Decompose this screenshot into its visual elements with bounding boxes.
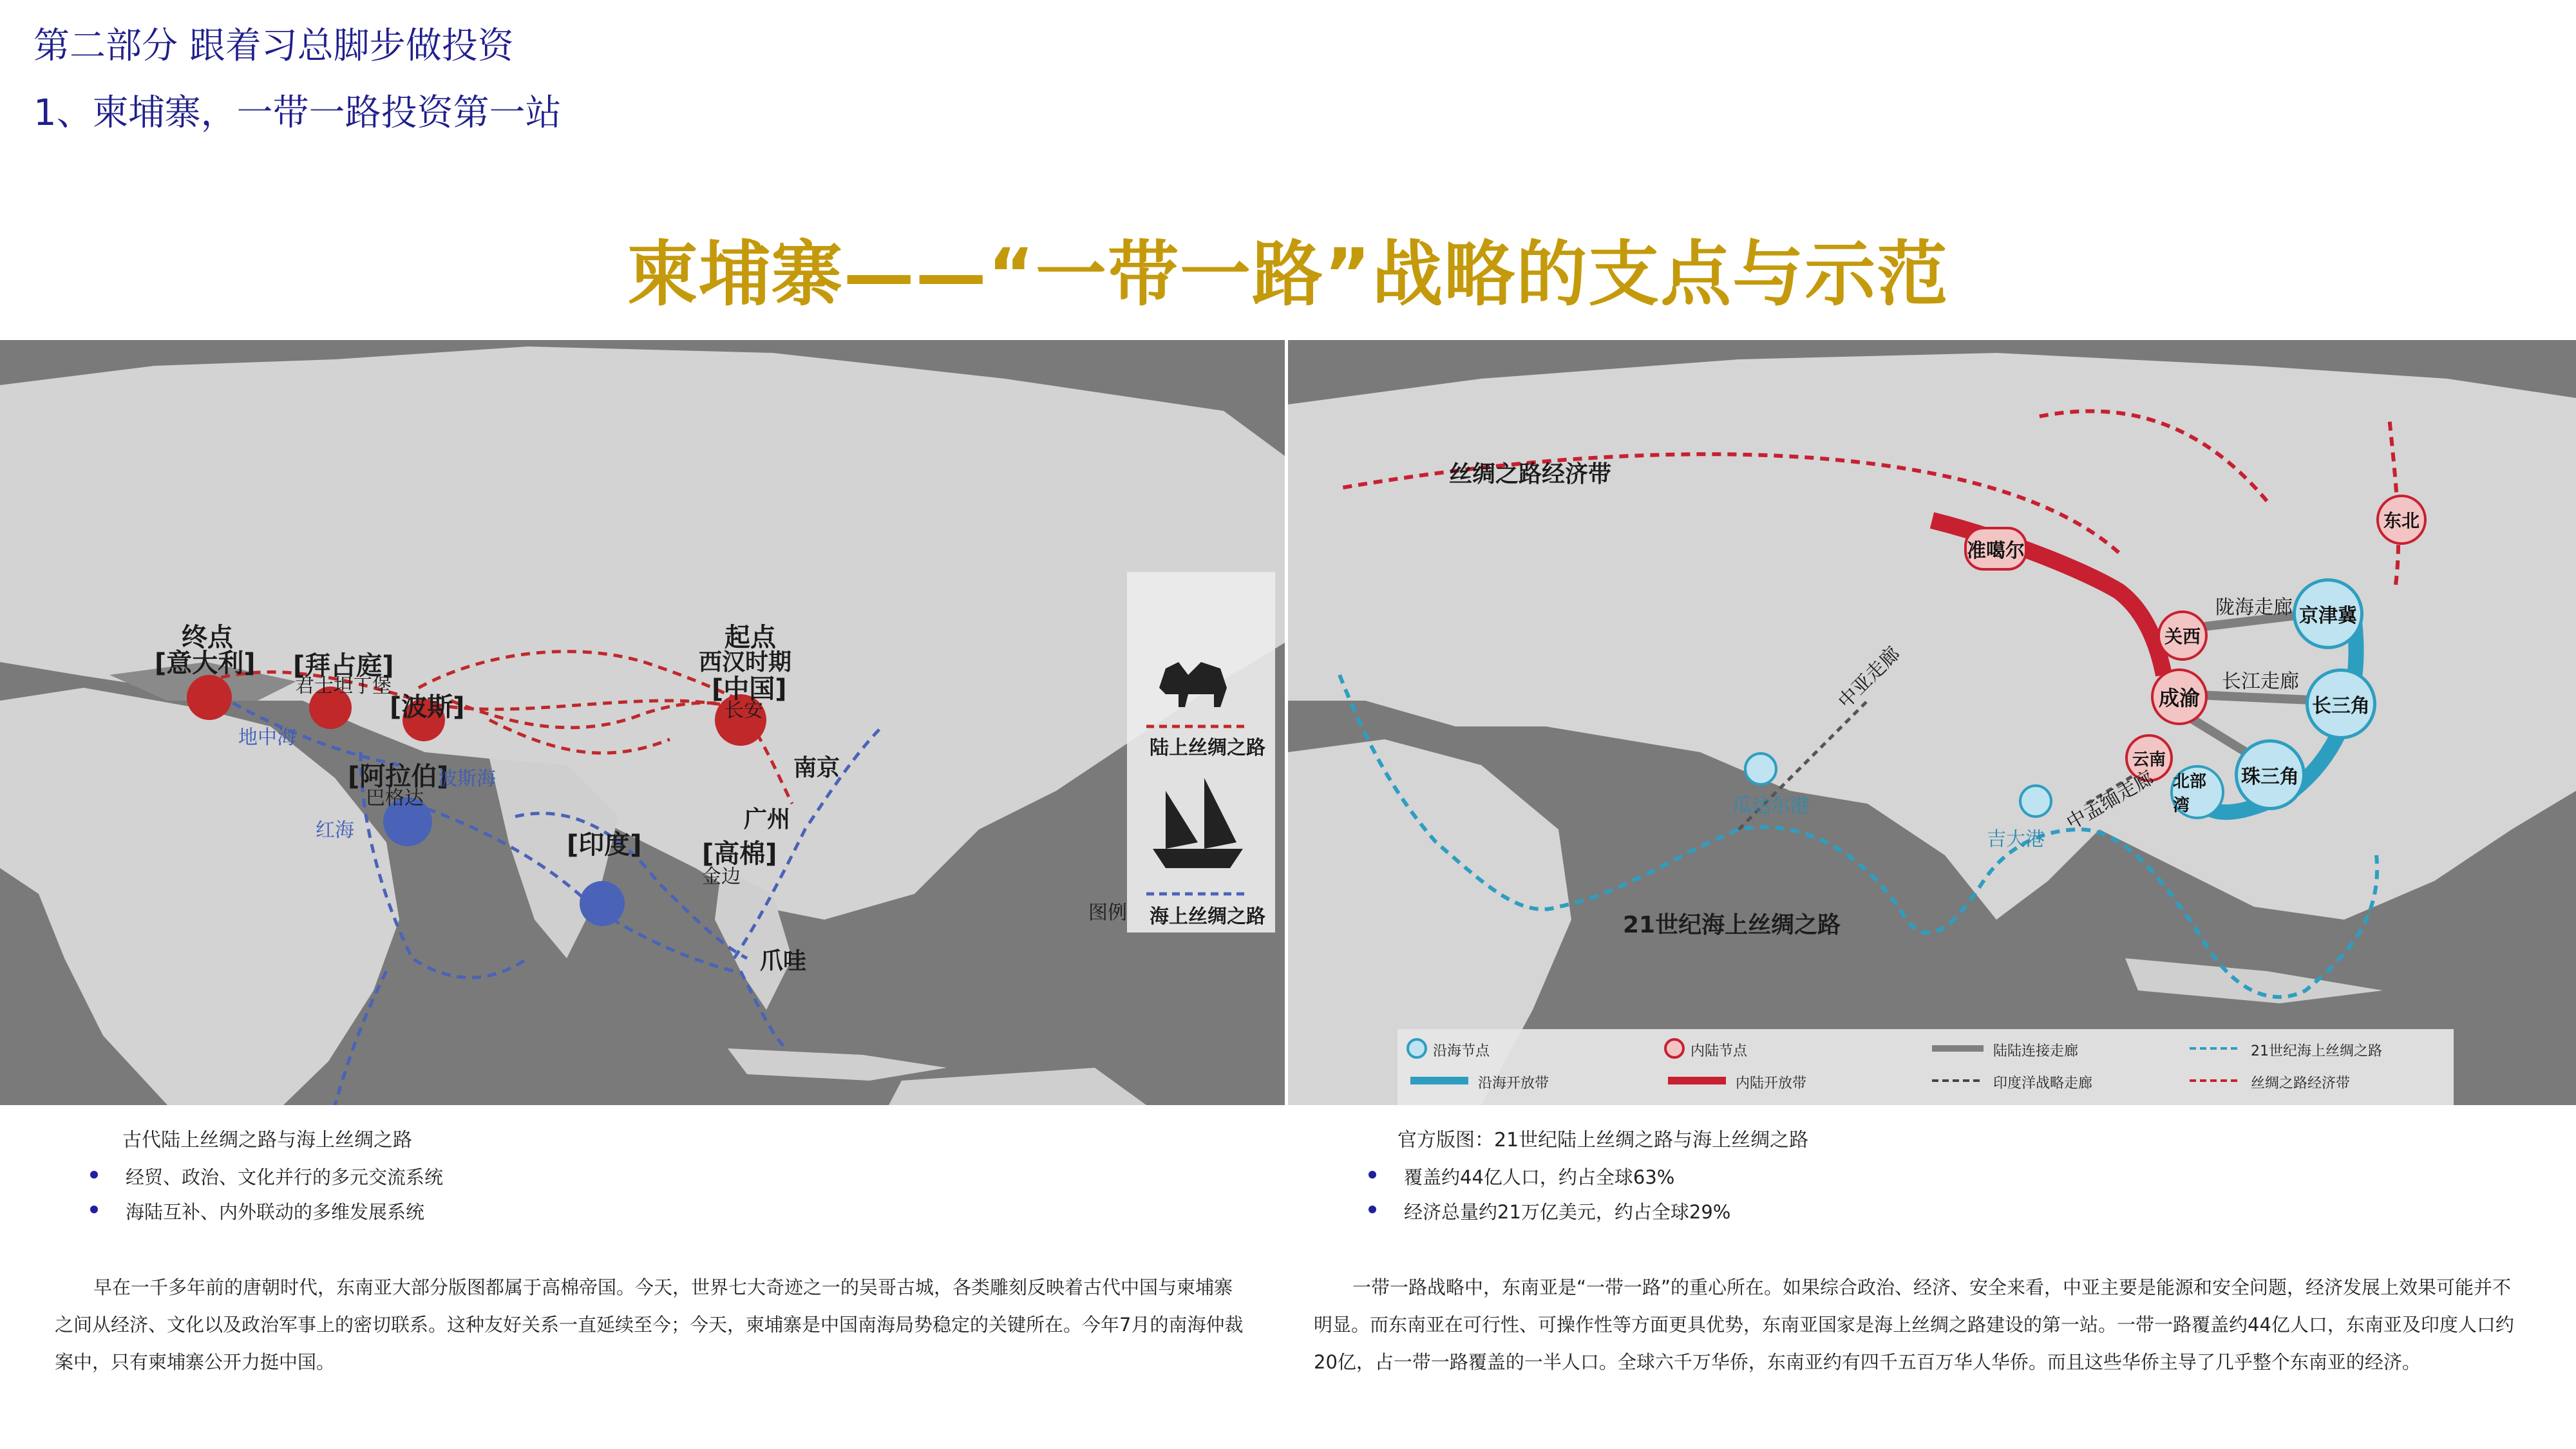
persia-label: [波斯] xyxy=(390,692,465,722)
sea-route-legend-label: 海上丝绸之路 xyxy=(1150,905,1265,928)
china-label: [中国] xyxy=(712,674,787,704)
guangzhou-label: 广州 xyxy=(744,806,791,833)
persian-gulf-label: 波斯海 xyxy=(438,768,496,790)
zhusanjiao-node: 珠三角 xyxy=(2235,739,2306,810)
changan-label: 长安 xyxy=(724,699,763,722)
left-caption-title: 古代陆上丝绸之路与海上丝绸之路 xyxy=(122,1129,412,1151)
chengyu-node: 成渝 xyxy=(2151,668,2208,725)
italy-node xyxy=(187,675,232,720)
kyaukphyu-label: 吉大港 xyxy=(1987,828,2045,851)
arabia-label: [阿拉伯] xyxy=(348,762,449,791)
left-bullet-2: 海陆互补、内外联动的多维发展系统 xyxy=(126,1201,425,1223)
subsection-heading: 1、柬埔寨，一带一路投资第一站 xyxy=(33,92,562,134)
changsanjiao-node: 长三角 xyxy=(2306,668,2376,739)
land-route-legend-label: 陆上丝绸之路 xyxy=(1150,737,1265,759)
legend-coastal-belt: 沿海开放带 xyxy=(1478,1075,1549,1092)
changjiang-label: 长江走廊 xyxy=(2222,670,2299,693)
legend-indian-ocean-corridor: 印度洋战略走廊 xyxy=(1993,1075,2093,1092)
left-bullet-1: 经贸、政治、文化并行的多元交流系统 xyxy=(126,1166,444,1188)
constantinople-label: 君士坦丁堡 xyxy=(295,675,392,697)
right-bullet-2: 经济总量约21万亿美元，约占全球29% xyxy=(1404,1201,1731,1223)
ancient-map-graphic xyxy=(0,340,1285,1105)
legend-inland-belt: 内陆开放带 xyxy=(1736,1075,1807,1092)
right-bullet-1: 覆盖约44亿人口，约占全球63% xyxy=(1404,1166,1675,1188)
slide-title: 柬埔寨——“一带一路”战略的支点与示范 xyxy=(627,233,1949,316)
bullet-dot xyxy=(90,1171,98,1179)
bullet-dot xyxy=(90,1206,98,1213)
section-heading: 第二部分 跟着习总脚步做投资 xyxy=(33,25,514,67)
byzantium-label: [拜占庭] xyxy=(293,651,394,681)
legend-coastal-node: 沿海节点 xyxy=(1433,1043,1490,1059)
nanjing-label: 南京 xyxy=(793,755,840,781)
northeast-node: 东北 xyxy=(2376,495,2427,545)
bullet-dot xyxy=(1368,1206,1376,1213)
yunnan-node: 云南 xyxy=(2125,734,2173,782)
zhongya-label: 中亚走廊 xyxy=(1833,642,1905,714)
right-paragraph: 一带一路战略中，东南亚是“一带一路”的重心所在。如果综合政治、经济、安全来看，中亚主要是能源和安全问题，经济发展上效果可能并不明显。而东南亚在可行性、可操作性等方面更具优势，东南亚国家是海上丝绸之路建设的第一站。一带一路覆盖约44亿人口，东南亚及印度人口约20亿，占一带一路覆盖的一半人口。全球六千万华侨，东南亚约有四千五百万华人华侨。而且这些华侨主导了几乎整个东南亚的经济。 xyxy=(1314,1276,2514,1373)
belt-road-map-graphic xyxy=(1288,340,2576,1105)
beibuwan-node: 北部湾 xyxy=(2170,765,2224,819)
mediterranean-label: 地中海 xyxy=(238,726,296,749)
java-label: 爪哇 xyxy=(760,948,807,974)
india-label: [印度] xyxy=(567,830,642,860)
india-sea-node xyxy=(580,881,625,926)
legend-title-label: 图例 xyxy=(1088,902,1127,924)
endpoint-label: 终点 xyxy=(182,623,233,652)
bullet-dot xyxy=(1368,1171,1376,1179)
legend-inland-node: 内陆节点 xyxy=(1690,1043,1748,1059)
australia-landmass xyxy=(889,1068,1146,1105)
italy-label: [意大利] xyxy=(155,649,256,678)
maritime-route-label: 21世纪海上丝绸之路 xyxy=(1623,912,1841,938)
indonesia-landmass xyxy=(2125,958,2383,1003)
junggar-node: 准噶尔 xyxy=(1964,527,2027,571)
origin-label: 起点 xyxy=(724,623,776,652)
left-paragraph: 早在一千多年前的唐朝时代，东南亚大部分版图都属于高棉帝国。今天，世界七大奇迹之一的吴哥古城，各类雕刻反映着古代中国与柬埔寨之间从经济、文化以及政治军事上的密切联系。这种友好关系一直延续至今；今天，柬埔寨是中国南海局势稳定的关键所在。今年7月的南海仲裁案中，只有柬埔寨公开力挺中国。 xyxy=(55,1276,1244,1373)
jinbian-label: 金边 xyxy=(702,866,741,888)
guanxi-node: 关西 xyxy=(2157,611,2208,661)
legend-silk-belt: 丝绸之路经济带 xyxy=(2251,1075,2351,1092)
belt-road-map xyxy=(1288,340,2576,1105)
silk-belt-label: 丝绸之路经济带 xyxy=(1449,461,1612,488)
gwadar-node xyxy=(1744,752,1777,786)
legend-land-corridor: 陆陆连接走廊 xyxy=(1993,1043,2079,1059)
red-sea-label: 红海 xyxy=(316,819,354,842)
western-han-label: 西汉时期 xyxy=(699,649,792,676)
jingjinji-node: 京津冀 xyxy=(2293,578,2363,649)
ancient-silk-road-map xyxy=(0,340,1285,1105)
longhai-label: 陇海走廊 xyxy=(2215,596,2293,619)
right-caption-title: 官方版图：21世纪陆上丝绸之路与海上丝绸之路 xyxy=(1397,1129,1809,1151)
baghdad-label: 巴格达 xyxy=(366,787,424,810)
legend-maritime-route: 21世纪海上丝绸之路 xyxy=(2251,1043,2382,1059)
indonesia-landmass xyxy=(728,1048,947,1081)
kyaukphyu-node xyxy=(2019,784,2052,818)
gwadar-label: 瓜达尔港 xyxy=(1732,795,1810,817)
khmer-label: [高棉] xyxy=(702,839,777,869)
zhongmeng-label: 中孟缅走廊 xyxy=(2063,766,2158,835)
